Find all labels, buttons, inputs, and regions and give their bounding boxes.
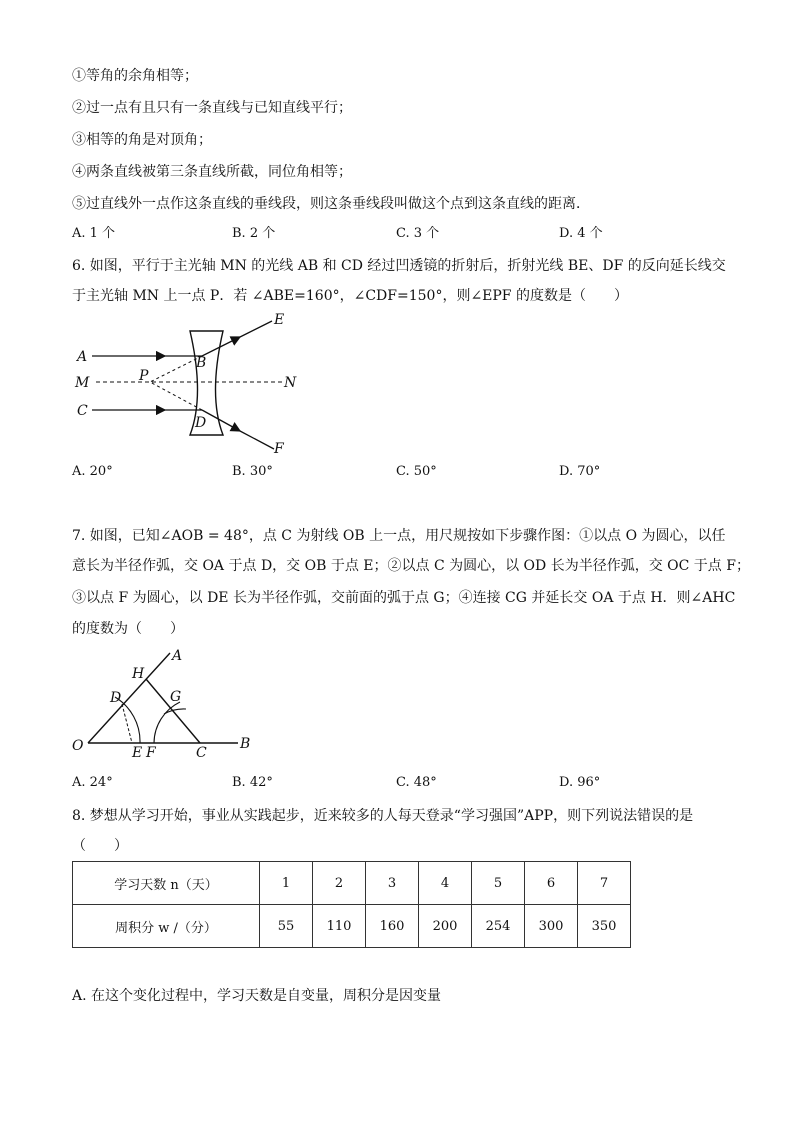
label-a: A <box>172 648 183 664</box>
q7-construction-figure <box>60 642 270 767</box>
table-cell: 350 <box>578 905 631 948</box>
q6-option-a: A. 20° <box>72 464 113 479</box>
label-b: B <box>240 736 251 752</box>
label-c: C <box>196 745 207 761</box>
label-f: F <box>146 745 156 761</box>
q7-text-line-2: 意长为半径作弧，交 OA 于点 D，交 OB 于点 E；②以点 C 为圆心，以 OD 长为半径作弧，交 OC 于点 F； <box>72 558 750 574</box>
arc-c <box>154 702 180 743</box>
q7-text-line-1: 7. 如图，已知∠AOB = 48°，点 C 为射线 OB 上一点，用尺规按如下步骤作图：①以点 O 为圆心，以任 <box>72 528 726 544</box>
table-cell: 200 <box>419 905 472 948</box>
q7-text-line-4: 的度数为（ ） <box>72 621 184 637</box>
q7-text-line-3: ③以点 F 为圆心，以 DE 长为半径作弧，交前面的弧于点 G；④连接 CG 并延长交 OA 于点 H．则∠AHC <box>72 590 736 606</box>
q7-option-d: D. 96° <box>559 775 601 790</box>
label-n: N <box>284 375 297 391</box>
label-o: O <box>72 738 84 754</box>
q7-option-b: B. 42° <box>232 775 273 790</box>
q8-score-table <box>72 861 631 948</box>
row-header-days: 学习天数 n（天） <box>73 862 260 905</box>
label-m: M <box>75 375 90 391</box>
label-e: E <box>274 312 285 328</box>
table-cell: 5 <box>472 862 525 905</box>
ray-df <box>240 431 274 449</box>
statement-5: ⑤过直线外一点作这条直线的垂线段，则这条垂线段叫做这个点到这条直线的距离． <box>72 196 590 212</box>
label-a: A <box>77 349 88 365</box>
table-cell: 1 <box>260 862 313 905</box>
extension-df <box>150 382 202 410</box>
table-cell: 110 <box>313 905 366 948</box>
ray-be <box>240 321 272 337</box>
row-header-scores: 周积分 w /（分） <box>73 905 260 948</box>
q6-option-b: B. 30° <box>232 464 273 479</box>
table-cell: 254 <box>472 905 525 948</box>
q8-text-line-1: 8. 梦想从学习开始，事业从实践起步，近来较多的人每天登录“学习强国”APP，则下列说法错误的是 <box>72 808 694 824</box>
q6-option-c: C. 50° <box>396 464 437 479</box>
q8-option-a: A. 在这个变化过程中，学习天数是自变量，周积分是因变量 <box>72 988 442 1004</box>
label-f: F <box>274 441 284 455</box>
statement-1: ①等角的余角相等； <box>72 68 198 84</box>
chord-de <box>122 704 132 743</box>
statement-3: ③相等的角是对顶角； <box>72 132 212 148</box>
label-p: P <box>139 368 149 384</box>
q6-text-line-2: 于主光轴 MN 上一点 P．若 ∠ABE=160°，∠CDF=150°，则∠EPF 的度数是（ ） <box>72 288 628 304</box>
statement-2: ②过一点有且只有一条直线与已知直线平行； <box>72 100 352 116</box>
table-cell: 3 <box>366 862 419 905</box>
q6-text-line-1: 6. 如图，平行于主光轴 MN 的光线 AB 和 CD 经过凹透镜的折射后，折射光线 BE、DF 的反向延长线交 <box>72 258 726 274</box>
q7-option-c: C. 48° <box>396 775 437 790</box>
table-cell: 300 <box>525 905 578 948</box>
q5-option-d: D. 4 个 <box>559 226 603 241</box>
q5-option-a: A. 1 个 <box>72 226 116 241</box>
label-c: C <box>77 403 88 419</box>
label-h: H <box>132 666 145 682</box>
statement-4: ④两条直线被第三条直线所截，同位角相等； <box>72 164 352 180</box>
table-row <box>73 862 631 905</box>
table-cell: 4 <box>419 862 472 905</box>
q6-lens-figure <box>60 305 320 455</box>
q6-option-d: D. 70° <box>559 464 601 479</box>
label-d: D <box>195 415 207 431</box>
q7-option-a: A. 24° <box>72 775 113 790</box>
q8-text-line-2: （ ） <box>72 838 128 854</box>
label-g: G <box>170 689 182 705</box>
q5-option-b: B. 2 个 <box>232 226 276 241</box>
extension-be <box>150 356 202 382</box>
table-row <box>73 905 631 948</box>
table-cell: 2 <box>313 862 366 905</box>
table-cell: 7 <box>578 862 631 905</box>
label-e: E <box>132 745 143 761</box>
q5-option-c: C. 3 个 <box>396 226 440 241</box>
table-cell: 6 <box>525 862 578 905</box>
label-d: D <box>110 690 122 706</box>
label-b: B <box>196 355 207 371</box>
table-cell: 55 <box>260 905 313 948</box>
table-cell: 160 <box>366 905 419 948</box>
